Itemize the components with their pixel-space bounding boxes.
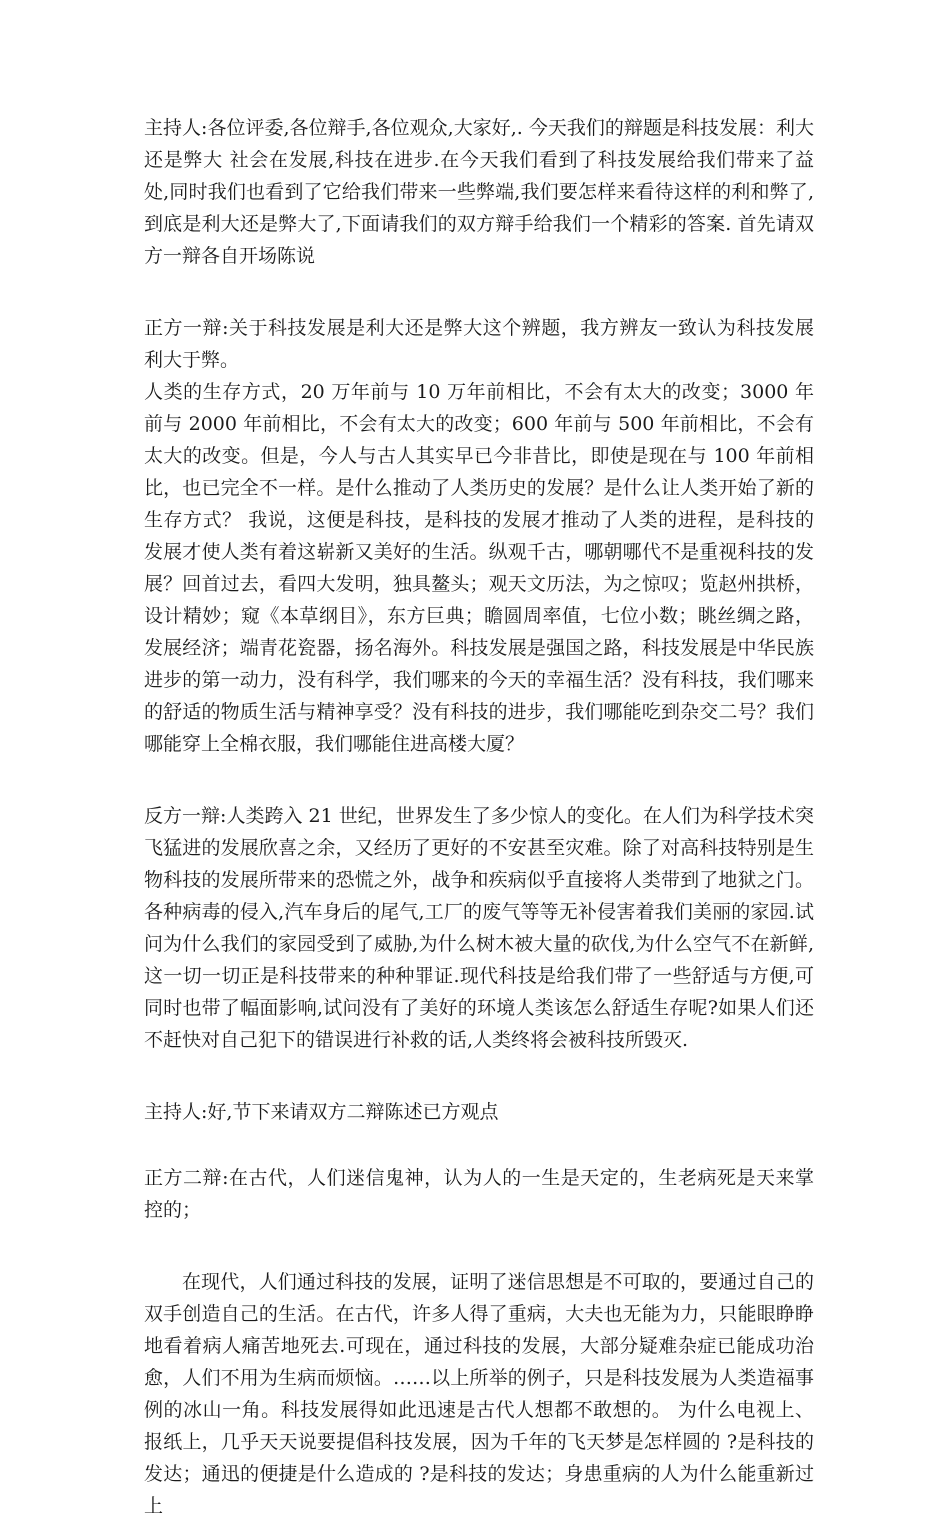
paragraph-gap	[144, 272, 814, 312]
paragraph-negative-first: 反方一辩:人类跨入 21 世纪，世界发生了多少惊人的变化。在人们为科学技术突飞猛进的发展欣喜之余，又经历了更好的不安甚至灾难。除了对高科技特别是生物科技的发展所带来的恐慌之外，战争和疾病似乎直接将人类带到了地狱之门。各种病毒的侵入,汽车身后的尾气,工厂的废气等等无补侵害着我们美丽的家园.试问为什么我们的家园受到了威胁,为什么树木被大量的砍伐,为什么空气不在新鲜,这一切一切正是科技带来的种种罪证.现代科技是给我们带了一些舒适与方便,可同时也带了幅面影响,试问没有了美好的环境人类该怎么舒适生存呢?如果人们还不赶快对自己犯下的错误进行补救的话,人类终将会被科技所毁灭.	[144, 805, 814, 1051]
paragraph-host-transition: 主持人:好,节下来请双方二辩陈述已方观点	[144, 1101, 499, 1123]
paragraph-gap	[144, 1226, 814, 1266]
paragraph-affirmative-second-intro: 正方二辩:在古代，人们迷信鬼神，认为人的一生是天定的，生老病死是天来掌控的；	[144, 1167, 814, 1221]
paragraph-gap	[144, 1056, 814, 1096]
paragraph-gap	[144, 1128, 814, 1162]
paragraph-affirmative-first-intro: 正方一辩:关于科技发展是利大还是弊大这个辨题，我方辨友一致认为科技发展利大于弊。	[144, 317, 814, 371]
paragraph-affirmative-second-body: 在现代，人们通过科技的发展，证明了迷信思想是不可取的，要通过自己的双手创造自己的生活。在古代，许多人得了重病，大夫也无能为力，只能眼睁睁地看着病人痛苦地死去.可现在，通过科技的发展，大部分疑难杂症已能成功治愈，人们不用为生病而烦恼。……以上所举的例子，只是科技发展为人类造福事例的冰山一角。科技发展得如此迅速是古代人想都不敢想的。 为什么电视上、报纸上，几乎天天说要提倡科技发展，因为千年的飞天梦是怎样圆的 ?是科技的发达；通迅的便捷是什么造成的 ?是科技的发达；身患重病的人为什么能重新过上	[144, 1271, 814, 1517]
paragraph-affirmative-first-body: 人类的生存方式，20 万年前与 10 万年前相比，不会有太大的改变；3000 年前与 2000 年前相比，不会有太大的改变；600 年前与 500 年前相比，不会有太大的改变。但是，今人与古人其实早已今非昔比，即使是现在与 100 年前相比，也已完全不一样。是什么推动了人类历史的发展？是什么让人类开始了新的生存方式？ 我说，这便是科技，是科技的发展才推动了人类的进程，是科技的发展才使人类有着这崭新又美好的生活。纵观千古，哪朝哪代不是重视科技的发展？回首过去，看四大发明，独具鳌头；观天文历法，为之惊叹；览赵州拱桥，设计精妙；窥《本草纲目》，东方巨典；瞻圆周率值，七位小数；眺丝绸之路，发展经济；端青花瓷器，扬名海外。科技发展是强国之路，科技发展是中华民族进步的第一动力，没有科学，我们哪来的今天的幸福生活？没有科技，我们哪来的舒适的物质生活与精神享受？没有科技的进步，我们哪能吃到杂交二号？我们哪能穿上全棉衣服，我们哪能住进高楼大厦？	[144, 381, 814, 755]
paragraph-host-opening: 主持人:各位评委,各位辩手,各位观众,大家好,. 今天我们的辩题是科技发展：利大还是弊大 社会在发展,科技在进步.在今天我们看到了科技发展给我们带来了益处,同时我们也看到了它给我们带来一些弊端,我们要怎样来看待这样的利和弊了,到底是利大还是弊大了,下面请我们的双方辩手给我们一个精彩的答案. 首先请双方一辩各自开场陈说	[144, 117, 814, 267]
document-page	[144, 112, 814, 1522]
paragraph-gap	[144, 760, 814, 800]
